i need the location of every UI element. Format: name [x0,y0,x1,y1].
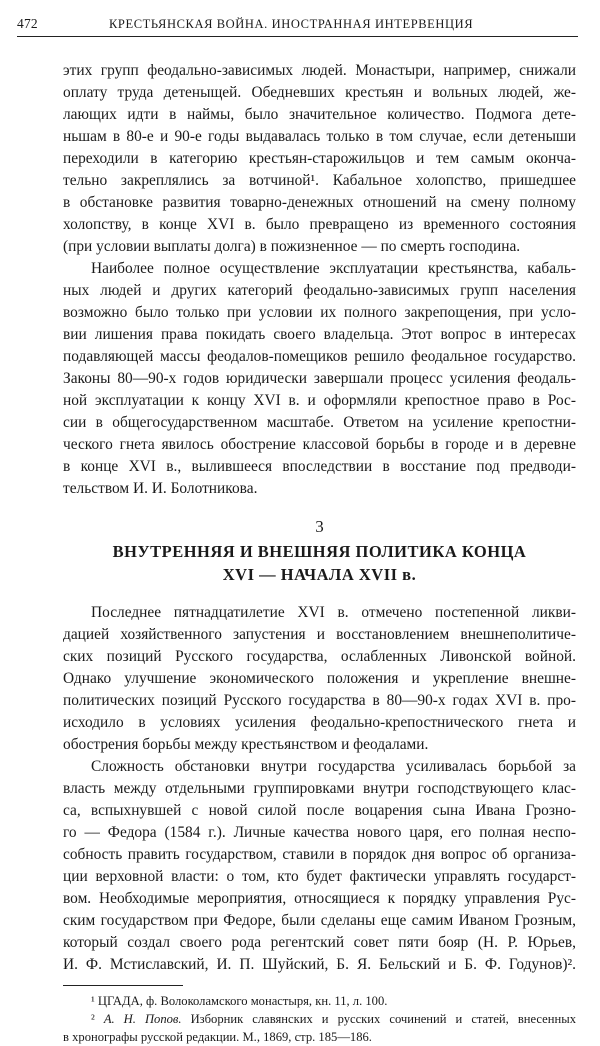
text-line: в конце XVI в., вылившееся впоследствии в восстание под предводи- [63,458,576,475]
footnote-2 [63,1010,576,1028]
text-line: собность править государством, ставили в порядок дня вопрос об организа- [63,846,576,863]
paragraph-1 [63,60,576,258]
text-line: тельством И. И. Болотникова. [63,480,258,497]
footnote-1: ¹ ЦГАДА, ф. Волоколамского монастыря, кн. 11, л. 100. [91,994,388,1008]
text-line: ньшам в 80-е и 90-е годы выдавалась только в том случае, если детеныши [63,128,576,145]
text-line: ции верховной власти: о том, кто будет фактически управлять государст- [63,868,576,885]
text-line: ной эксплуатации к концу XVI в. и оформляли крепостное право в Рос- [63,392,576,409]
text-line: ных людей и других категорий феодально-зависимых групп населения [63,282,576,299]
footnote-2-continuation: в хронографы русской редакции. М., 1869, стр. 185—186. [63,1030,372,1044]
text-line: вом. Необходимые мероприятия, относящиеся к порядку управления Рус- [63,890,576,907]
text-line: ческого гнета явилось обострение классовой борьбы в городе и в деревне [63,436,576,453]
paragraph-3 [63,602,576,756]
text-line: го — Федора (1584 г.). Личные качества нового царя, его полная неспо- [63,824,576,841]
spacer [63,586,576,602]
running-title: КРЕСТЬЯНСКАЯ ВОЙНА. ИНОСТРАННАЯ ИНТЕРВЕНЦИЯ [109,17,474,31]
text-line: ских позиций Русского государства, ослабленных Ливонской войной. [63,648,576,665]
text-line: (при условии выплаты долга) в пожизненное — по смерть господина. [63,238,521,255]
text-line: который создал своего рода регентский совет пяти бояр (Н. Р. Юрьев, [63,934,576,951]
text-line: обострения борьбы между крестьянством и феодалами. [63,736,429,753]
text-line: Наиболее полное осуществление эксплуатации крестьянства, кабаль- [91,260,576,277]
paragraph-4 [63,756,576,976]
text-line: подавляющей массы феодалов-помещиков решило феодальное государство. [63,348,576,365]
text-line: исходило в условиях усиления феодально-крепостнического гнета и [63,714,576,731]
text-line: холопству, в конце XVI в. было превращено из временного состояния [63,216,576,233]
text-line: власть между отдельными группировками внутри господствующего клас- [63,780,576,797]
text-line: са, вспыхнувшей с новой силой после воцарения сына Ивана Грозно- [63,802,576,819]
text-line: сии в общегосударственном масштабе. Ответом на усиление крепостни- [63,414,576,431]
text-line: Однако улучшение экономического положения и укрепление внешне- [63,670,576,687]
text-line: оплату труда детеныщей. Обедневших крестьян и вольных людей, же- [63,84,576,101]
section-title-line-1: ВНУТРЕННЯЯ И ВНЕШНЯЯ ПОЛИТИКА КОНЦА [112,542,527,561]
text-line: тельно закреплялись за вотчиной¹. Кабальное холопство, пришедшее [63,172,576,189]
paragraph-2 [63,258,576,500]
running-header [17,14,578,37]
text-line: ским государством при Федоре, были сделаны еще самим Иваном Грозным, [63,912,576,929]
text-line: в обстановке развития товарно-денежных отношений на смену полному [63,194,576,211]
footnote-2-text: Изборник славянских и русских сочинений и статей, внесенных [181,1012,576,1026]
text-line: переходили в категорию крестьян-старожильцов и тем самым оконча- [63,150,576,167]
text-line: И. Ф. Мстиславский, И. П. Шуйский, Б. Я. Бельский и Б. Ф. Годунов)². [63,956,576,973]
main-text [63,60,576,1046]
page-number: 472 [17,16,38,31]
text-line: политических позиций Русского государства в 80—90-х годах XVI в. про- [63,692,576,709]
text-line: Законы 80—90-х годов юридически завершали процесс усиления феодаль- [63,370,576,387]
footnote-rule [63,985,183,986]
text-line: лающих идти в наймы, было значительное количество. Подмога дете- [63,106,576,123]
text-line: дацией хозяйственного запустения и восстановлением внешнеполитиче- [63,626,576,643]
footnotes [63,992,576,1046]
text-line: Последнее пятнадцатилетие XVI в. отмечено постепенной ликви- [91,604,576,621]
text-line: вии лишения права покидать своего владельца. Этот вопрос в интересах [63,326,576,343]
text-line: этих групп феодально-зависимых людей. Монастыри, например, снижали [63,62,576,79]
footnote-2-mark: ² [91,1012,104,1026]
footnote-2-author: А. Н. Попов. [103,1012,182,1026]
text-line: возможно было только при условии их полного закрепощения, при усло- [63,304,576,321]
text-line: Сложность обстановки внутри государства усиливалась борьбой за [91,758,576,775]
section-number: 3 [315,517,324,536]
section-title-line-2: XVI — НАЧАЛА XVII в. [222,565,417,584]
